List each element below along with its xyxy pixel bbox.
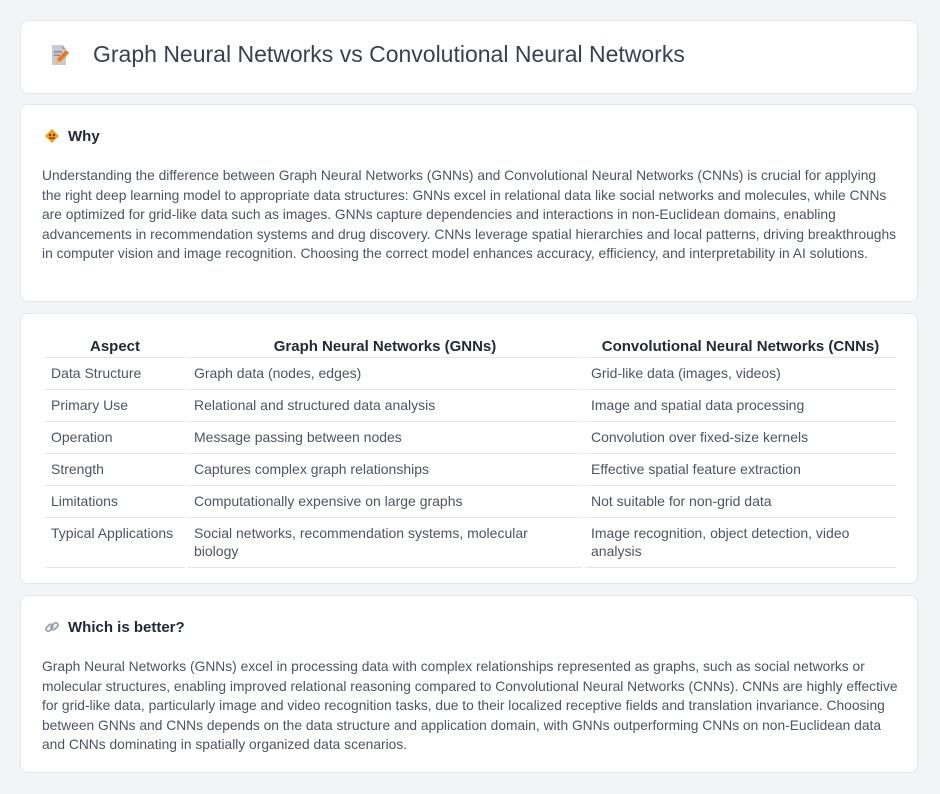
table-cell: Operation — [45, 422, 185, 454]
page-title: Graph Neural Networks vs Convolutional Neural Networks — [93, 41, 685, 67]
table-header-row — [45, 335, 896, 358]
which-is-better-text: Graph Neural Networks (GNNs) excel in processing data with complex relationships represented as graphs, such as social networks or molecular structures, enabling improved relational reasoning compared to Convolutional Neural Networks (CNNs). CNNs are highly effective for grid-like data, particularly image and video recognition tasks, due to their localized receptive fields and translation invariance. Choosing between GNNs and CNNs depends on the data structure and application domain, with GNNs outperforming CNNs on non-Euclidean data and CNNs dominating in spatially organized data scenarios. — [42, 659, 898, 753]
table-cell: Image and spatial data processing — [585, 390, 896, 422]
comparison-card — [20, 313, 918, 584]
comparison-table — [42, 335, 899, 568]
table-cell: Captures complex graph relationships — [188, 454, 582, 486]
header-card — [20, 20, 918, 94]
link-icon — [43, 618, 61, 636]
table-cell: Typical Applications — [45, 518, 185, 568]
table-cell: Relational and structured data analysis — [188, 390, 582, 422]
why-heading: Why — [68, 127, 100, 145]
table-cell: Image recognition, object detection, video analysis — [585, 518, 896, 568]
table-cell: Effective spatial feature extraction — [585, 454, 896, 486]
which-is-better-section — [20, 595, 918, 773]
table-cell: Data Structure — [45, 358, 185, 390]
table-row — [45, 390, 896, 422]
table-cell: Social networks, recommendation systems, molecular biology — [188, 518, 582, 568]
table-row — [45, 518, 896, 568]
diamond-warning-icon — [43, 127, 61, 145]
table-row — [45, 486, 896, 518]
table-cell: Graph data (nodes, edges) — [188, 358, 582, 390]
table-row — [45, 454, 896, 486]
table-cell: Grid-like data (images, videos) — [585, 358, 896, 390]
table-row — [45, 422, 896, 454]
table-cell: Computationally expensive on large graphs — [188, 486, 582, 518]
why-text: Understanding the difference between Graph Neural Networks (GNNs) and Convolutional Neural Networks (CNNs) is crucial for applying the right deep learning model to appropriate data structures: GNNs excel in relational data like social networks and molecules, while CNNs are optimized for grid-like data such as images. GNNs capture dependencies and interactions in non-Euclidean domains, enabling advancements in recommendation systems and drug discovery. CNNs leverage spatial hierarchies and local patterns, driving breakthroughs in computer vision and image recognition. Choosing the correct model enhances accuracy, efficiency, and interpretability in AI solutions. — [42, 168, 897, 262]
column-header: Aspect — [45, 335, 185, 358]
column-header: Convolutional Neural Networks (CNNs) — [585, 335, 896, 358]
why-section — [20, 104, 918, 302]
which-is-better-heading: Which is better? — [68, 618, 185, 636]
column-header: Graph Neural Networks (GNNs) — [188, 335, 582, 358]
table-row — [45, 358, 896, 390]
table-cell: Message passing between nodes — [188, 422, 582, 454]
table-cell: Primary Use — [45, 390, 185, 422]
table-cell: Not suitable for non-grid data — [585, 486, 896, 518]
document-edit-icon — [47, 43, 71, 67]
table-cell: Convolution over fixed-size kernels — [585, 422, 896, 454]
table-cell: Strength — [45, 454, 185, 486]
table-cell: Limitations — [45, 486, 185, 518]
